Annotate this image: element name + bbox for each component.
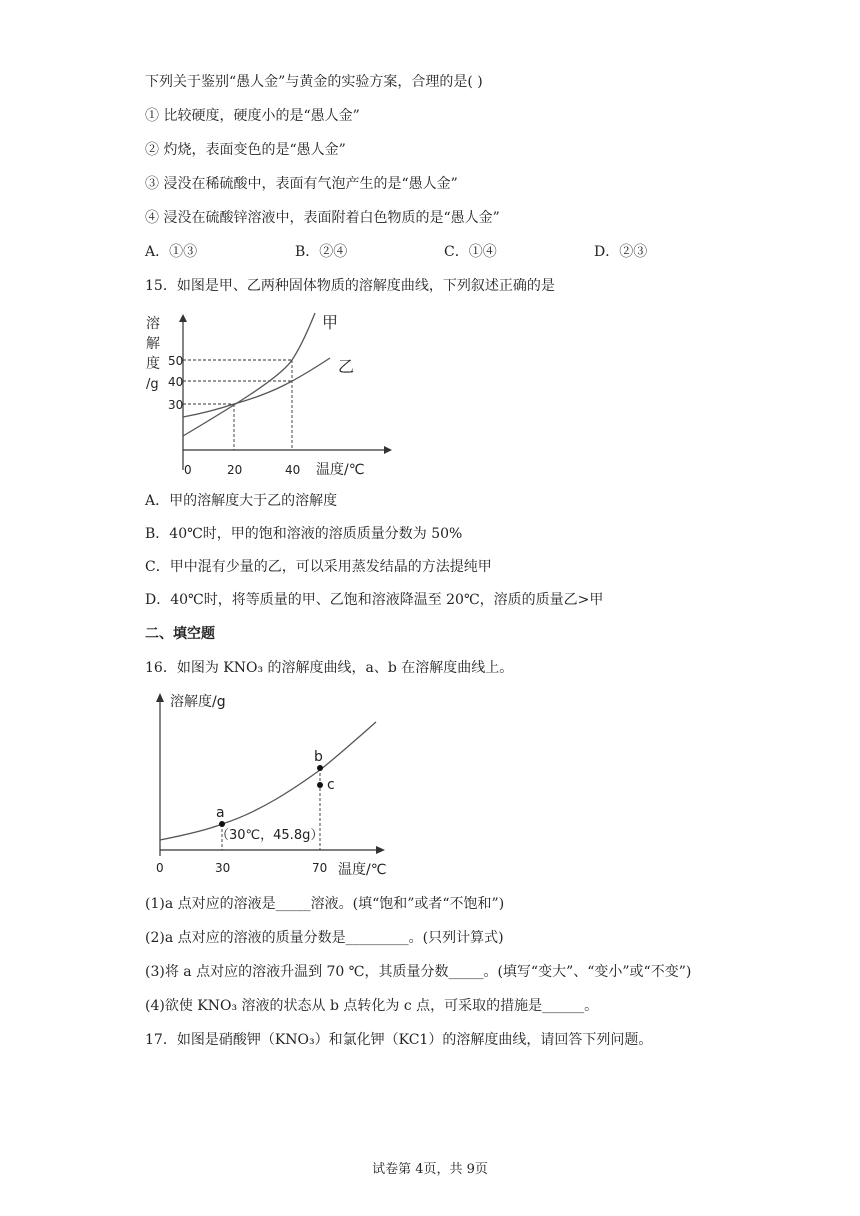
page-footer: 试卷第 4页，共 9页	[372, 1162, 488, 1177]
y-tick-50: 50	[168, 354, 184, 368]
y-tick-40: 40	[168, 375, 184, 389]
q16-part-1: (1)a 点对应的溶液是_____溶液。(填“饱和”或者“不饱和”)	[145, 896, 505, 912]
y-label-char-3: 度	[146, 356, 160, 372]
x-tick-40: 40	[285, 463, 301, 477]
series-label-jia: 甲	[322, 313, 339, 332]
x-axis-arrow	[384, 446, 392, 454]
x-tick-0: 0	[184, 463, 192, 477]
kno3-curve	[160, 722, 376, 840]
q16-part-3: (3)将 a 点对应的溶液升温到 70 ℃，其质量分数_____。(填写“变大”、“变小”或“不变”)	[145, 964, 692, 980]
y-label-char-4: /g	[146, 377, 159, 392]
x-tick-70: 70	[312, 861, 328, 875]
x-tick-0: 0	[156, 861, 164, 875]
q14-option-b: B．②④	[295, 244, 348, 260]
q14-item-3: ③ 浸没在稀硫酸中，表面有气泡产生的是“愚人金”	[145, 176, 458, 192]
q15-option-a: A．甲的溶解度大于乙的溶解度	[145, 493, 338, 509]
q16-stem: 16．如图为 KNO₃ 的溶解度曲线，a、b 在溶解度曲线上。	[145, 660, 514, 676]
x-axis-arrow	[376, 846, 385, 854]
q14-item-4: ④ 浸没在硫酸锌溶液中，表面附着白色物质的是“愚人金”	[145, 210, 500, 226]
y-label-char-2: 解	[146, 336, 160, 352]
x-axis-label: 温度/℃	[338, 862, 387, 878]
point-b	[317, 765, 323, 771]
q14-option-a: A．①③	[145, 244, 198, 260]
x-axis-label: 温度/℃	[316, 462, 365, 478]
q14-item-1: ① 比较硬度，硬度小的是“愚人金”	[145, 108, 360, 124]
q14-stem: 下列关于鉴别“愚人金”与黄金的实验方案，合理的是( )	[145, 74, 483, 90]
q14-item-2: ② 灼烧，表面变色的是“愚人金”	[145, 142, 346, 158]
q15-stem: 15．如图是甲、乙两种固体物质的溶解度曲线，下列叙述正确的是	[145, 278, 555, 294]
q15-option-d: D．40℃时，将等质量的甲、乙饱和溶液降温至 20℃，溶质的质量乙>甲	[145, 592, 604, 608]
y-axis-arrow	[179, 314, 187, 322]
point-a-annotation: （30℃，45.8g）	[216, 828, 324, 843]
series-label-yi: 乙	[338, 357, 355, 376]
y-axis-label: 溶解度/g	[170, 694, 226, 710]
y-label-char-1: 溶	[146, 316, 160, 332]
point-a-label: a	[216, 805, 225, 821]
y-axis-arrow	[156, 693, 164, 702]
point-a	[219, 821, 225, 827]
curve-jia	[183, 313, 315, 436]
q14-option-d: D．②③	[594, 244, 648, 260]
q14-option-c: C．①④	[444, 244, 497, 260]
q15-option-c: C．甲中混有少量的乙，可以采用蒸发结晶的方法提纯甲	[145, 559, 492, 575]
q16-part-4: (4)欲使 KNO₃ 溶液的状态从 b 点转化为 c 点，可采取的措施是______。	[145, 998, 599, 1014]
q16-part-2: (2)a 点对应的溶液的质量分数是_________。(只列计算式)	[145, 930, 504, 946]
guide-lines	[183, 360, 292, 450]
point-c-label: c	[327, 777, 335, 793]
y-tick-30: 30	[168, 398, 184, 412]
section-heading: 二、填空题	[145, 626, 215, 642]
point-c	[317, 782, 323, 788]
q15-option-b: B．40℃时，甲的饱和溶液的溶质质量分数为 50%	[145, 526, 463, 542]
kno3-solubility-chart	[140, 688, 400, 880]
x-tick-20: 20	[227, 463, 243, 477]
q17-stem: 17．如图是硝酸钾（KNO₃）和氯化钾（KC1）的溶解度曲线，请回答下列问题。	[145, 1032, 653, 1048]
x-tick-30: 30	[215, 861, 231, 875]
solubility-chart-1	[140, 308, 410, 480]
point-b-label: b	[314, 749, 323, 765]
curve-yi	[183, 358, 330, 417]
